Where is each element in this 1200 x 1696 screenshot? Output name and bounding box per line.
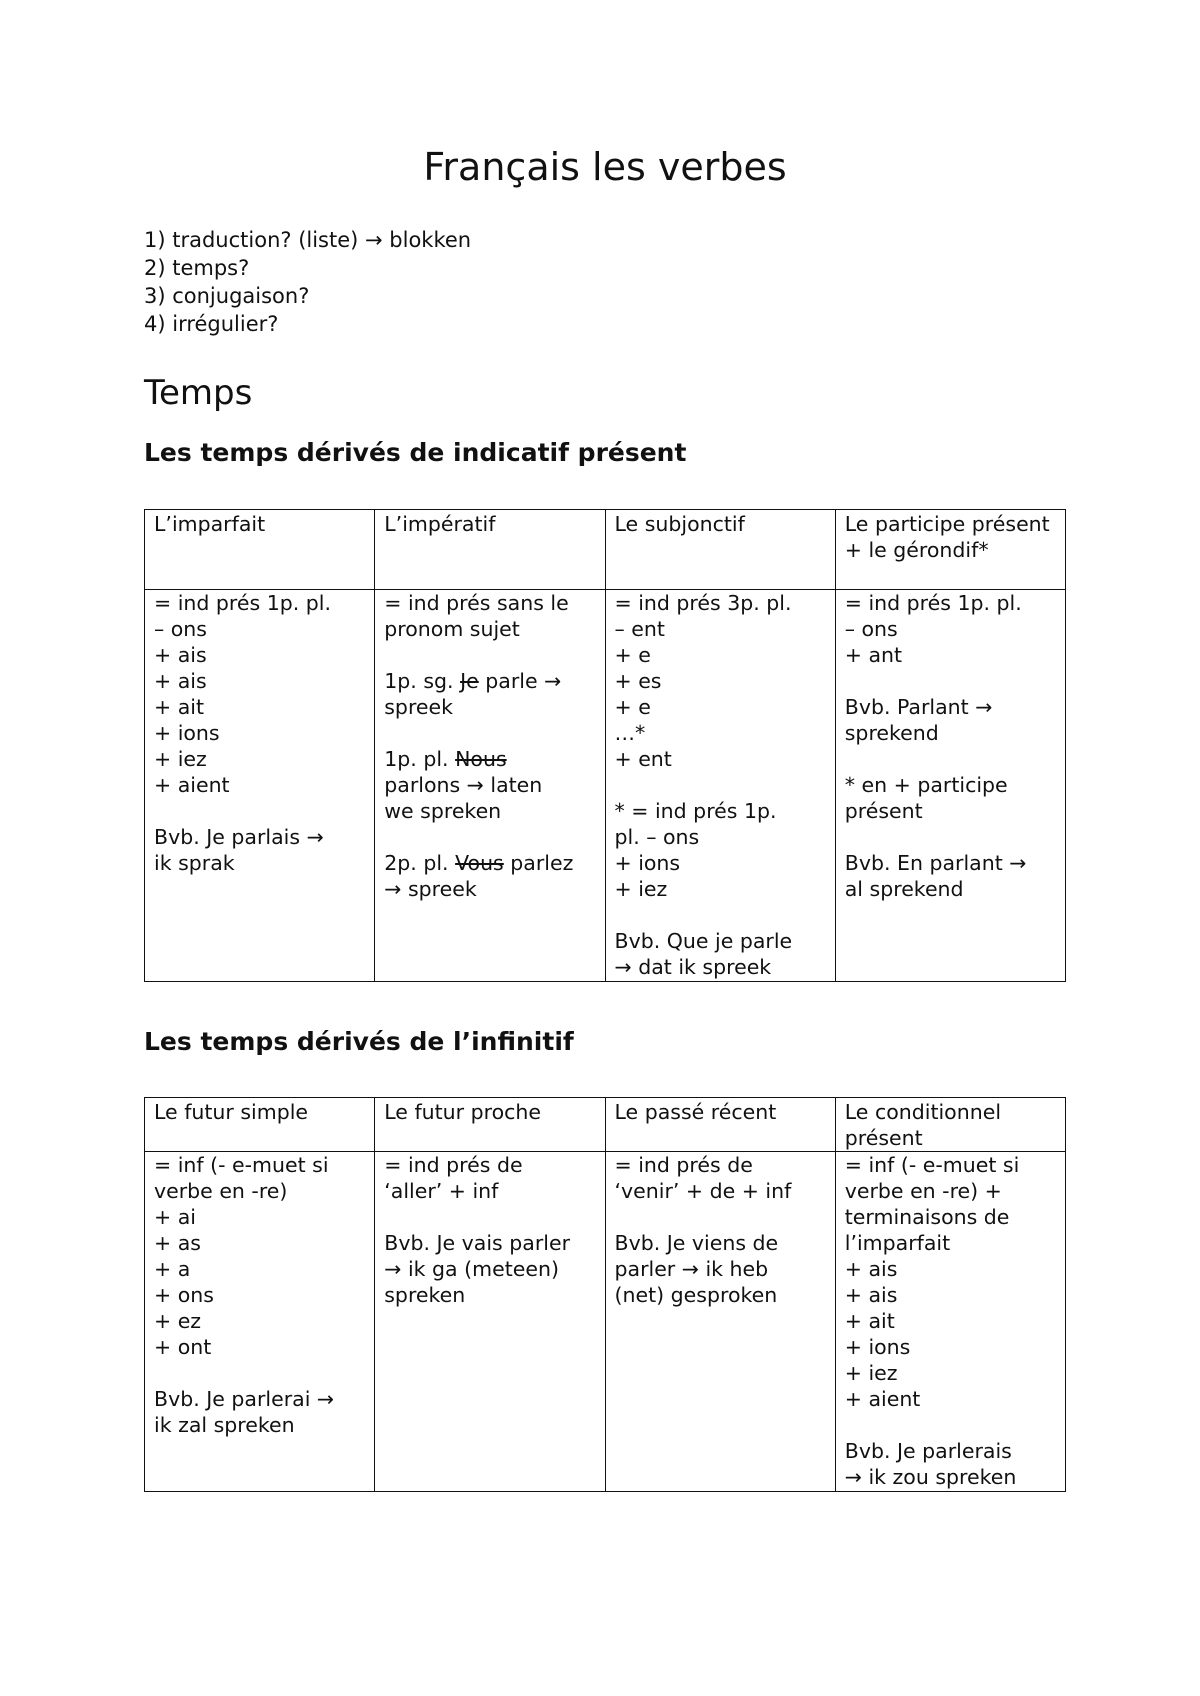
cell-line: sprekend bbox=[844, 721, 939, 745]
cell-line: Bvb. Je vais parler bbox=[384, 1231, 570, 1255]
cell-line: – ons bbox=[844, 617, 898, 641]
line-part: 1p. pl. bbox=[384, 747, 456, 771]
column-header-passe-recent: Le passé récent bbox=[605, 1098, 835, 1152]
cell-line: = ind prés 3p. pl. bbox=[614, 591, 792, 615]
cell-line: = ind prés de bbox=[614, 1153, 753, 1177]
cell-line: + ons bbox=[154, 1283, 214, 1307]
cell-line: – ons bbox=[154, 617, 207, 641]
table-header-row bbox=[145, 1098, 1066, 1152]
cell-line: + iez bbox=[154, 747, 207, 771]
cell-line bbox=[845, 668, 1056, 694]
column-header-futur-proche: Le futur proche bbox=[375, 1098, 605, 1152]
cell-line: parler → ik heb bbox=[614, 1257, 769, 1281]
cell-line: + ai bbox=[154, 1205, 196, 1229]
cell-line: présent bbox=[844, 799, 923, 823]
cell-line: + iez bbox=[844, 1361, 898, 1385]
cell-line: + ais bbox=[844, 1257, 898, 1281]
cell-line: + aient bbox=[154, 773, 230, 797]
column-header-conditionnel: Le conditionnel présent bbox=[835, 1098, 1065, 1152]
cell-line: * en + participe bbox=[844, 773, 1008, 797]
cell-line: + ais bbox=[154, 669, 207, 693]
cell-line: Bvb. Que je parle bbox=[614, 929, 793, 953]
cell-line: + ions bbox=[154, 721, 220, 745]
cell-line: = inf (- e-muet si bbox=[844, 1153, 1020, 1177]
cell-line: + ions bbox=[844, 1335, 911, 1359]
cell-imperatif bbox=[375, 590, 605, 982]
cell-line: spreek bbox=[384, 695, 454, 719]
cell-line: + ait bbox=[154, 695, 204, 719]
cell-line: ‘aller’ + inf bbox=[384, 1179, 499, 1203]
cell-line: + e bbox=[614, 695, 651, 719]
cell-line: Bvb. Je parlais → bbox=[154, 825, 324, 849]
table-row bbox=[145, 1152, 1066, 1492]
cell-line: pronom sujet bbox=[384, 617, 520, 641]
cell-line: + ais bbox=[844, 1283, 898, 1307]
cell-line: ‘venir’ + de + inf bbox=[614, 1179, 792, 1203]
cell-line: + ant bbox=[844, 643, 903, 667]
cell-imparfait bbox=[145, 590, 375, 982]
cell-line: + e bbox=[614, 643, 651, 667]
question-item: 3) conjugaison? bbox=[144, 284, 310, 308]
cell-line bbox=[384, 668, 595, 694]
cell-subjonctif bbox=[605, 590, 835, 982]
cell-line: Bvb. En parlant → bbox=[844, 851, 1027, 875]
cell-line bbox=[154, 1360, 365, 1386]
cell-line: = ind prés sans le bbox=[384, 591, 569, 615]
cell-line: → ik ga (meteen) bbox=[384, 1257, 559, 1281]
cell-line bbox=[615, 772, 826, 798]
cell-line: → ik zou spreken bbox=[844, 1465, 1017, 1489]
cell-line bbox=[384, 1204, 595, 1230]
cell-line: + ent bbox=[614, 747, 672, 771]
question-item: 2) temps? bbox=[144, 256, 250, 280]
cell-line: terminaisons de bbox=[844, 1205, 1010, 1229]
question-list bbox=[144, 226, 471, 338]
cell-line: = ind prés 1p. pl. bbox=[154, 591, 332, 615]
cell-line bbox=[384, 850, 595, 876]
cell-line: + as bbox=[154, 1231, 201, 1255]
cell-line: = inf (- e-muet si bbox=[154, 1153, 329, 1177]
cell-line: + ions bbox=[614, 851, 681, 875]
question-item: 1) traduction? (liste) → blokken bbox=[144, 228, 472, 252]
struck-pronoun: Nous bbox=[455, 747, 507, 771]
page-title: Français les verbes bbox=[423, 145, 787, 189]
column-header-subjonctif: Le subjonctif bbox=[605, 510, 835, 590]
cell-line: → spreek bbox=[384, 877, 477, 901]
cell-line: verbe en -re) bbox=[154, 1179, 288, 1203]
cell-line bbox=[384, 746, 595, 772]
column-header-participe: Le participe présent + le gérondif* bbox=[835, 510, 1065, 590]
line-part: parle → bbox=[478, 669, 562, 693]
cell-line: + ez bbox=[154, 1309, 202, 1333]
column-header-imperatif: L’impératif bbox=[375, 510, 605, 590]
cell-line: al sprekend bbox=[844, 877, 964, 901]
cell-participe bbox=[835, 590, 1065, 982]
line-part: 2p. pl. bbox=[384, 851, 456, 875]
cell-line: pl. – ons bbox=[614, 825, 700, 849]
cell-line: + iez bbox=[614, 877, 668, 901]
line-part: 1p. sg. bbox=[384, 669, 461, 693]
cell-line: + a bbox=[154, 1257, 191, 1281]
struck-pronoun: Vous bbox=[455, 851, 504, 875]
cell-line: verbe en -re) + bbox=[844, 1179, 1002, 1203]
heading-temps: Temps bbox=[144, 373, 253, 413]
cell-line: l’imparfait bbox=[844, 1231, 951, 1255]
column-header-imparfait: L’imparfait bbox=[145, 510, 375, 590]
column-header-futur-simple: Le futur simple bbox=[145, 1098, 375, 1152]
cell-line: + ais bbox=[154, 643, 207, 667]
cell-line: = ind prés de bbox=[384, 1153, 523, 1177]
cell-line bbox=[845, 746, 1056, 772]
section-heading-infinitif: Les temps dérivés de l’infinitif bbox=[144, 1027, 574, 1056]
cell-line: * = ind prés 1p. bbox=[614, 799, 777, 823]
cell-line: spreken bbox=[384, 1283, 466, 1307]
cell-line: Bvb. Je viens de bbox=[614, 1231, 779, 1255]
cell-line: + aient bbox=[844, 1387, 921, 1411]
struck-pronoun: Je bbox=[460, 669, 479, 693]
cell-line: + es bbox=[614, 669, 662, 693]
cell-line bbox=[845, 1412, 1056, 1438]
question-item: 4) irrégulier? bbox=[144, 312, 279, 336]
cell-futur-simple bbox=[145, 1152, 375, 1492]
cell-line: + ont bbox=[154, 1335, 212, 1359]
cell-line bbox=[154, 798, 365, 824]
cell-line: → dat ik spreek bbox=[614, 955, 772, 979]
cell-line: (net) gesproken bbox=[614, 1283, 778, 1307]
cell-conditionnel bbox=[835, 1152, 1065, 1492]
cell-line: ik zal spreken bbox=[154, 1413, 295, 1437]
line-part: parlez bbox=[503, 851, 574, 875]
cell-futur-proche bbox=[375, 1152, 605, 1492]
table-row bbox=[145, 590, 1066, 982]
cell-line: Bvb. Parlant → bbox=[844, 695, 993, 719]
cell-line bbox=[845, 824, 1056, 850]
cell-line bbox=[615, 1204, 826, 1230]
table-header-row bbox=[145, 510, 1066, 590]
section-heading-indicatif: Les temps dérivés de indicatif présent bbox=[144, 438, 687, 467]
cell-line: we spreken bbox=[384, 799, 502, 823]
cell-line: Bvb. Je parlerais bbox=[844, 1439, 1012, 1463]
indicatif-derived-table bbox=[144, 509, 1066, 982]
cell-line: + ait bbox=[844, 1309, 895, 1333]
infinitif-derived-table bbox=[144, 1097, 1066, 1492]
cell-line: ik sprak bbox=[154, 851, 235, 875]
cell-line: parlons → laten bbox=[384, 773, 543, 797]
cell-line: Bvb. Je parlerai → bbox=[154, 1387, 335, 1411]
cell-line bbox=[615, 902, 826, 928]
cell-passe-recent bbox=[605, 1152, 835, 1492]
cell-line: – ent bbox=[614, 617, 665, 641]
cell-line: = ind prés 1p. pl. bbox=[844, 591, 1022, 615]
cell-line: …* bbox=[614, 721, 646, 745]
